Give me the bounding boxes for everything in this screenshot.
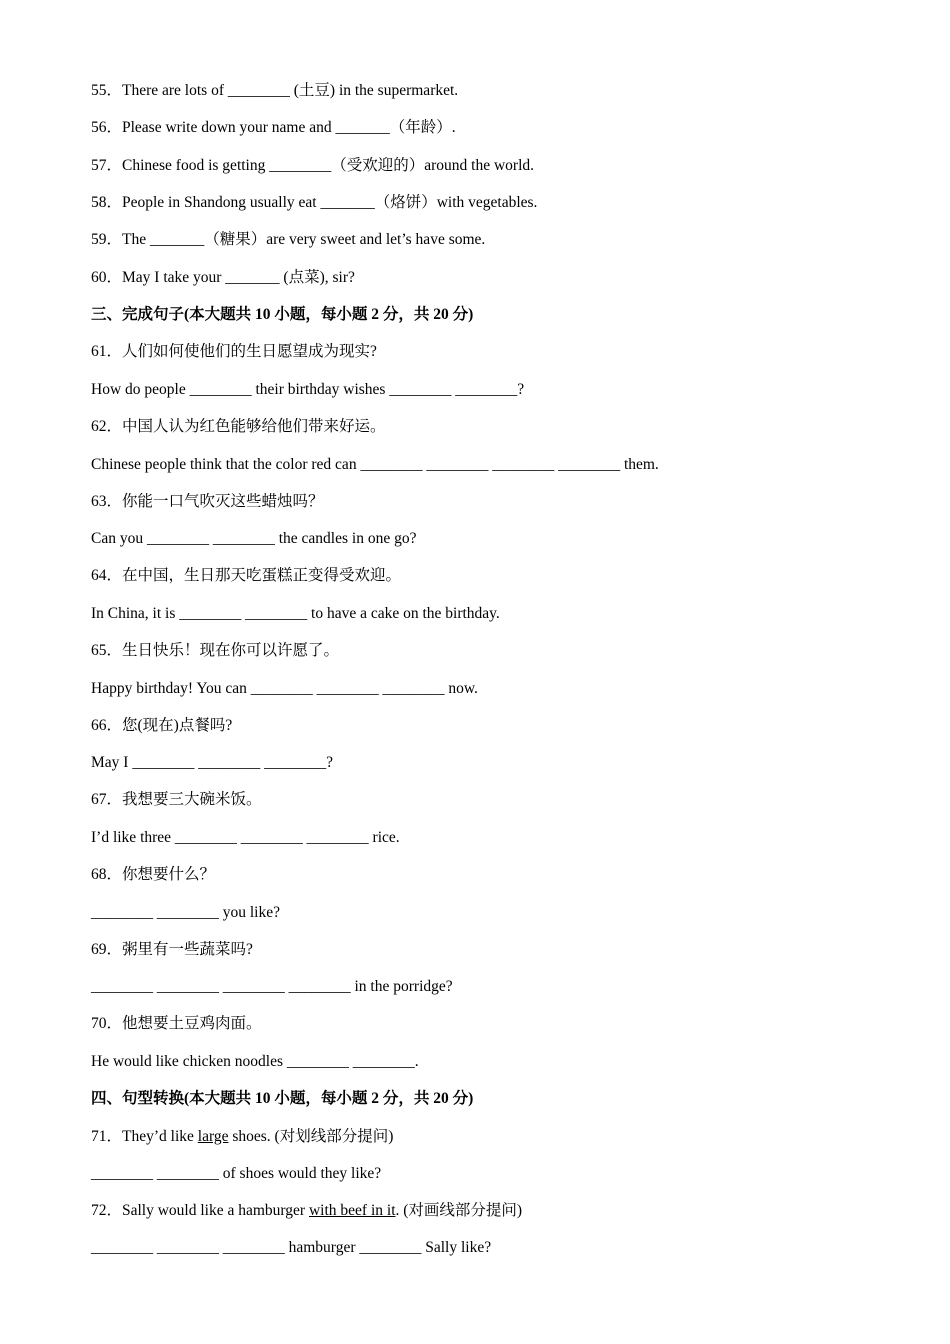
section-heading-4: 四、句型转换(本大题共 10 小题，每小题 2 分，共 20 分)	[91, 1090, 474, 1107]
question-71-text-after: shoes. (对划线部分提问)	[228, 1128, 394, 1145]
question-62-answer: Chinese people think that the color red can ________ ________ ________ ________ them.	[91, 456, 659, 473]
question-69-answer: ________ ________ ________ ________ in the porridge?	[91, 978, 453, 995]
question-71-prompt	[91, 1127, 393, 1147]
section-heading-3: 三、完成句子(本大题共 10 小题，每小题 2 分，共 20 分)	[91, 306, 474, 323]
question-66-answer: May I ________ ________ ________?	[91, 754, 333, 771]
question-68-prompt: 68．你想要什么？	[91, 866, 216, 883]
question-70-prompt: 70．他想要土豆鸡肉面。	[91, 1015, 262, 1032]
question-65-prompt: 65．生日快乐！现在你可以许愿了。	[91, 642, 340, 659]
question-61-answer: How do people ________ their birthday wishes ________ ________?	[91, 381, 525, 398]
question-60: 60．May I take your _______ (点菜), sir?	[91, 269, 355, 286]
question-67-prompt: 67．我想要三大碗米饭。	[91, 791, 262, 808]
question-71-text-before: 71．They’d like	[91, 1128, 198, 1145]
question-55: 55．There are lots of ________ (土豆) in the supermarket.	[91, 82, 459, 99]
question-71-underlined: large	[197, 1128, 229, 1145]
question-69-prompt: 69．粥里有一些蔬菜吗?	[91, 941, 253, 958]
question-65-answer: Happy birthday! You can ________ ________ ________ now.	[91, 680, 478, 697]
question-71-answer: ________ ________ of shoes would they like?	[91, 1165, 382, 1182]
question-63-prompt: 63．你能一口气吹灭这些蜡烛吗？	[91, 493, 324, 510]
question-62-prompt: 62．中国人认为红色能够给他们带来好运。	[91, 418, 386, 435]
question-64-answer: In China, it is ________ ________ to have a cake on the birthday.	[91, 605, 500, 622]
question-66-prompt: 66．您(现在)点餐吗?	[91, 717, 233, 734]
question-72-underlined: with beef in it	[308, 1202, 396, 1219]
question-72-answer: ________ ________ ________ hamburger ________ Sally like?	[91, 1239, 492, 1256]
question-67-answer: I’d like three ________ ________ ________ rice.	[91, 829, 400, 846]
question-64-prompt: 64．在中国，生日那天吃蛋糕正变得受欢迎。	[91, 567, 402, 584]
question-61-prompt: 61．人们如何使他们的生日愿望成为现实?	[91, 343, 377, 360]
question-70-answer: He would like chicken noodles ________ ________.	[91, 1053, 419, 1070]
question-59: 59．The _______（糖果）are very sweet and let’s have some.	[91, 231, 486, 248]
question-68-answer: ________ ________ you like?	[91, 904, 280, 921]
question-72-text-after: . (对画线部分提问)	[395, 1202, 523, 1219]
question-72-prompt	[91, 1201, 522, 1221]
question-56: 56．Please write down your name and _______（年龄）.	[91, 119, 456, 136]
question-63-answer: Can you ________ ________ the candles in one go?	[91, 530, 417, 547]
question-58: 58．People in Shandong usually eat _______（烙饼）with vegetables.	[91, 194, 538, 211]
question-57: 57．Chinese food is getting ________（受欢迎的）around the world.	[91, 157, 534, 174]
question-72-text-before: 72．Sally would like a hamburger	[91, 1202, 309, 1219]
